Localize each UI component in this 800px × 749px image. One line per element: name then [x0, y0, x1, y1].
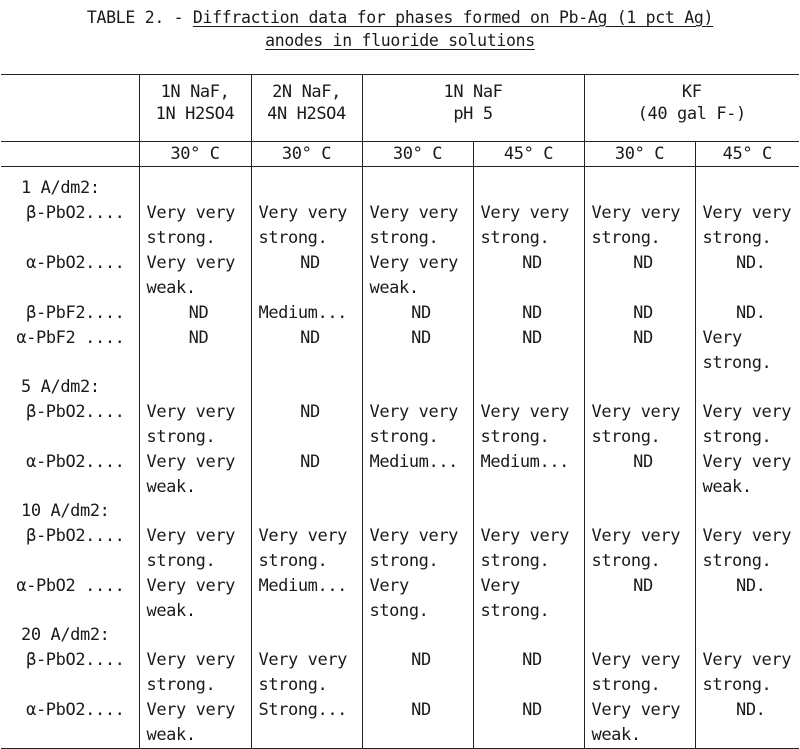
table-cell: Very very weak.: [146, 253, 236, 298]
title-text-2: anodes in fluoride solutions: [265, 31, 535, 50]
table-cell: Very very strong.: [251, 524, 362, 574]
table-row: [1, 698, 799, 749]
section-label: 20 A/dm2:: [1, 624, 139, 648]
phase-label: β-PbO2....: [1, 648, 139, 698]
table-cell: ND: [362, 301, 473, 326]
table-cell: ND: [473, 648, 584, 698]
header-row-groups: [1, 75, 799, 142]
section-label: 10 A/dm2:: [1, 500, 139, 524]
table-cell: ND: [251, 450, 362, 500]
title-line-2: [0, 29, 800, 52]
table-cell: Very very strong.: [584, 400, 695, 450]
phase-label: α-PbO2....: [1, 698, 139, 749]
table-cell: ND: [473, 251, 584, 301]
table-cell: Medium...: [251, 574, 362, 624]
title-prefix: TABLE 2. -: [86, 8, 193, 27]
table-cell: ND: [473, 326, 584, 376]
table-cell: Very very strong.: [695, 400, 799, 450]
phase-label: α-PbO2....: [1, 251, 139, 301]
table-row: [1, 201, 799, 251]
phase-label: β-PbO2....: [1, 201, 139, 251]
temp-col-3: 30° C: [362, 142, 473, 167]
table-cell: ND.: [695, 698, 799, 749]
table-cell: ND.: [695, 251, 799, 301]
section-row: [1, 624, 799, 648]
temp-col-5: 30° C: [584, 142, 695, 167]
table-cell: Very very strong.: [146, 526, 236, 571]
diffraction-table: [1, 74, 799, 749]
table-cell: ND: [362, 698, 473, 749]
table-row: [1, 326, 799, 376]
table-row: [1, 301, 799, 326]
table-cell: Very very weak.: [146, 576, 236, 621]
phase-label: α-PbO2 ....: [1, 574, 139, 624]
table-cell: Very very strong.: [473, 524, 584, 574]
col-group-3: 1N NaF pH 5: [362, 75, 584, 142]
temp-col-1: 30° C: [139, 142, 251, 167]
col-group-4: KF (40 gal F-): [584, 75, 799, 142]
title-text-1: Diffraction data for phases formed on Pb-Ag (1 pct Ag): [192, 8, 714, 27]
table-cell: ND: [584, 450, 695, 500]
table-cell: ND: [362, 326, 473, 376]
table-cell: Very strong.: [695, 326, 799, 376]
table-cell: ND: [188, 328, 209, 348]
table-cell: ND: [251, 251, 362, 301]
section-row: [1, 500, 799, 524]
table-cell: Very very strong.: [584, 201, 695, 251]
table-cell: Very very strong.: [146, 650, 236, 695]
table-cell: ND: [251, 326, 362, 376]
table-cell: Very very strong.: [584, 524, 695, 574]
table-cell: Very very strong.: [146, 402, 236, 447]
table-cell: Very very strong.: [362, 524, 473, 574]
table-cell: Very very weak.: [146, 452, 236, 497]
table-cell: Very very weak.: [584, 698, 695, 749]
table-cell: Medium...: [362, 450, 473, 500]
table-cell: Very stong.: [362, 574, 473, 624]
col-group-1: 1N NaF, 1N H2SO4: [139, 75, 251, 142]
table-cell: Very strong.: [473, 574, 584, 624]
table-row: [1, 450, 799, 500]
table-row: [1, 524, 799, 574]
temp-col-4: 45° C: [473, 142, 584, 167]
table-cell: ND.: [695, 574, 799, 624]
table-cell: Strong...: [251, 698, 362, 749]
header-spacer: [1, 167, 799, 178]
table-cell: Very very weak.: [695, 450, 799, 500]
header-stub: [1, 75, 139, 142]
table-cell: Medium...: [473, 450, 584, 500]
section-label: 1 A/dm2:: [1, 177, 139, 201]
phase-label: α-PbF2 ....: [1, 326, 139, 376]
table-cell: ND: [251, 400, 362, 450]
phase-label: α-PbO2....: [1, 450, 139, 500]
col-group-2: 2N NaF, 4N H2SO4: [251, 75, 362, 142]
table-cell: Very very strong.: [362, 201, 473, 251]
table-cell: Very very strong.: [473, 400, 584, 450]
table-row: [1, 251, 799, 301]
table-cell: Very very weak.: [362, 251, 473, 301]
table-row: [1, 648, 799, 698]
table-cell: Very very strong.: [362, 400, 473, 450]
table-cell: ND: [362, 648, 473, 698]
table-cell: Medium...: [251, 301, 362, 326]
temp-col-6: 45° C: [695, 142, 799, 167]
temp-col-2: 30° C: [251, 142, 362, 167]
phase-label: β-PbF2....: [1, 301, 139, 326]
table-cell: ND: [473, 698, 584, 749]
header-row-temps: [1, 142, 799, 167]
table-cell: Very very weak.: [139, 698, 251, 749]
section-label: 5 A/dm2:: [1, 376, 139, 400]
phase-label: β-PbO2....: [1, 524, 139, 574]
table-cell: ND: [584, 301, 695, 326]
phase-label: β-PbO2....: [1, 400, 139, 450]
table-cell: Very very strong.: [251, 648, 362, 698]
table-cell: Very very strong.: [146, 203, 236, 248]
table-cell: ND: [473, 301, 584, 326]
table-cell: Very very strong.: [251, 201, 362, 251]
table-row: [1, 400, 799, 450]
table-cell: Very very strong.: [473, 201, 584, 251]
table-cell: ND: [584, 574, 695, 624]
header-stub-2: [1, 142, 139, 167]
table-cell: Very very strong.: [695, 648, 799, 698]
table-cell: Very very strong.: [695, 524, 799, 574]
title-line-1: [0, 6, 800, 29]
table-row: [1, 574, 799, 624]
table-cell: Very very strong.: [584, 648, 695, 698]
table-cell: ND: [188, 303, 209, 323]
section-row: [1, 376, 799, 400]
table-cell: ND.: [695, 301, 799, 326]
table-cell: ND: [584, 251, 695, 301]
table-cell: ND: [584, 326, 695, 376]
table-title: [0, 6, 800, 52]
table-cell: Very very strong.: [695, 201, 799, 251]
section-row: [1, 177, 799, 201]
